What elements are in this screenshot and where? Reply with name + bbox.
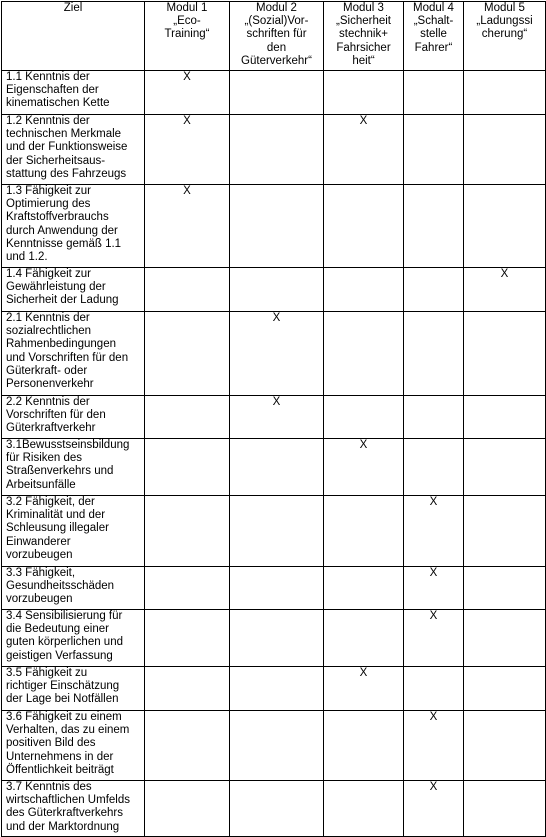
table-row [2,667,546,711]
mark-cell [324,610,404,667]
mark-cell [145,439,230,496]
goal-cell: 3.5 Fähigkeit zu richtiger Einschätzung der Lage bei Notfällen [2,667,145,711]
mark-cell: X [145,185,230,268]
mark-cell [145,610,230,667]
mark-cell [324,185,404,268]
mark-cell [230,781,324,837]
goal-cell: 1.3 Fähigkeit zur Optimierung des Kraftstoffverbrauchs durch Anwendung der Kenntnisse gemäß 1.1 und 1.2. [2,185,145,268]
table-row [2,185,546,268]
mark-cell [230,115,324,185]
goal-cell: 2.1 Kenntnis der sozialrechtlichen Rahmenbedingungen und Vorschriften für den Güterkraft- oder Personenverkehr [2,312,145,396]
mark-cell [145,781,230,837]
goal-cell: 3.7 Kenntnis des wirtschaftlichen Umfelds des Güterkraftverkehrs und der Marktordnung [2,781,145,837]
mark-cell [464,496,546,567]
column-header-module-2: Modul 2 „(Sozial)Vor- schriften für den Güterverkehr“ [230,2,324,71]
mark-cell [145,312,230,396]
column-header-goal: Ziel [2,2,145,71]
mark-cell [324,71,404,115]
mark-cell: X [404,610,464,667]
mark-cell [230,71,324,115]
table-row [2,268,546,312]
mark-cell: X [145,115,230,185]
mark-cell [464,396,546,439]
mark-cell [324,268,404,312]
mark-cell [404,396,464,439]
mark-cell [404,439,464,496]
mark-cell [324,781,404,837]
mark-cell: X [464,268,546,312]
goal-cell: 1.4 Fähigkeit zur Gewährleistung der Sicherheit der Ladung [2,268,145,312]
mark-cell: X [324,439,404,496]
mark-cell [464,667,546,711]
goal-cell: 3.4 Sensibilisierung für die Bedeutung einer guten körperlichen und geistigen Verfassung [2,610,145,667]
mark-cell [404,667,464,711]
mark-cell [230,268,324,312]
mark-cell [464,439,546,496]
goal-cell: 3.3 Fähigkeit, Gesundheitsschäden vorzubeugen [2,567,145,610]
mark-cell: X [404,711,464,781]
mark-cell: X [404,496,464,567]
mark-cell [464,185,546,268]
table-row [2,312,546,396]
mark-cell [464,115,546,185]
table-row [2,567,546,610]
mark-cell [230,567,324,610]
mark-cell [230,610,324,667]
column-header-module-1: Modul 1 „Eco- Training“ [145,2,230,71]
mark-cell [404,115,464,185]
mark-cell [230,711,324,781]
mark-cell: X [324,667,404,711]
table-row [2,439,546,496]
mark-cell: X [404,567,464,610]
mark-cell [324,711,404,781]
table-row [2,496,546,567]
table-row [2,115,546,185]
table-row [2,781,546,837]
mark-cell [145,396,230,439]
mark-cell [464,567,546,610]
mark-cell [145,711,230,781]
mark-cell [230,667,324,711]
mark-cell [230,439,324,496]
mark-cell [145,567,230,610]
mark-cell: X [230,396,324,439]
mark-cell [404,312,464,396]
table-row [2,610,546,667]
mark-cell [145,667,230,711]
column-header-module-5: Modul 5 „Ladungssi cherung“ [464,2,546,71]
mark-cell [324,312,404,396]
table-row [2,71,546,115]
mark-cell [404,268,464,312]
mark-cell [230,185,324,268]
mark-cell [230,496,324,567]
mark-cell [464,711,546,781]
column-header-module-4: Modul 4 „Schalt- stelle Fahrer“ [404,2,464,71]
mark-cell [464,781,546,837]
goal-cell: 1.1 Kenntnis der Eigenschaften der kinematischen Kette [2,71,145,115]
mark-cell [324,496,404,567]
mark-cell [464,312,546,396]
column-header-module-3: Modul 3 „Sicherheit stechnik+ Fahrsicher heit“ [324,2,404,71]
goals-modules-table [1,1,546,837]
mark-cell [324,567,404,610]
mark-cell: X [324,115,404,185]
goal-cell: 3.1Bewusstseinsbildung für Risiken des Straßenverkehrs und Arbeitsunfälle [2,439,145,496]
table-row [2,396,546,439]
goal-cell: 3.2 Fähigkeit, der Kriminalität und der Schleusung illegaler Einwanderer vorzubeugen [2,496,145,567]
table-row [2,711,546,781]
mark-cell: X [404,781,464,837]
mark-cell [324,396,404,439]
mark-cell [404,71,464,115]
goal-cell: 1.2 Kenntnis der technischen Merkmale und der Funktionsweise der Sicherheitsaus- stattung des Fahrzeugs [2,115,145,185]
goal-cell: 2.2 Kenntnis der Vorschriften für den Güterkraftverkehr [2,396,145,439]
mark-cell [145,268,230,312]
mark-cell: X [145,71,230,115]
goal-cell: 3.6 Fähigkeit zu einem Verhalten, das zu einem positiven Bild des Unternehmens in der Öffentlichkeit beiträgt [2,711,145,781]
mark-cell [464,71,546,115]
mark-cell: X [230,312,324,396]
header-row [2,2,546,71]
mark-cell [145,496,230,567]
mark-cell [404,185,464,268]
mark-cell [464,610,546,667]
